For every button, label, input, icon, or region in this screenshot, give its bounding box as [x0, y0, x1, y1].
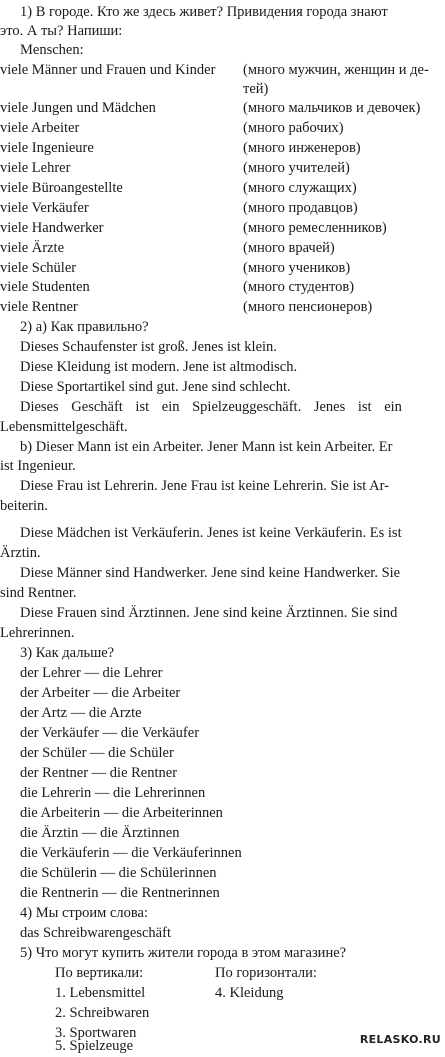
task2-b-sentence: Diese Männer sind Handwerker. Jene sind keine Handwerker. Sie [20, 565, 401, 581]
task1-intro-line2: это. А ты? Напиши: [0, 23, 123, 39]
task2-b-sentence: b) Dieser Mann ist ein Arbeiter. Jener Mann ist kein Arbeiter. Er [20, 439, 393, 455]
plural-pair: der Rentner — die Rentner [20, 765, 178, 781]
vertical-answer: 1. Lebensmittel [55, 985, 146, 1001]
task2-a-sentence: Diese Kleidung ist modern. Jene ist altmodisch. [20, 359, 298, 375]
task2-b-sentence-cont: Ärztin. [0, 545, 41, 561]
de-term: viele Verkäufer [0, 200, 89, 216]
de-term: viele Ärzte [0, 240, 65, 256]
plural-pair: die Ärztin — die Ärztinnen [20, 825, 180, 841]
task4-word: das Schreibwarengeschäft [20, 925, 171, 941]
horizontal-answer: 4. Kleidung [215, 985, 284, 1001]
de-term: viele Studenten [0, 279, 90, 295]
plural-pair: die Lehrerin — die Lehrerinnen [20, 785, 206, 801]
task2-b-sentence: Diese Frauen sind Ärztinnen. Jene sind keine Ärztinnen. Sie sind [20, 605, 398, 621]
ru-translation: (много рабочих) [243, 120, 344, 136]
task3-heading: 3) Как дальше? [20, 645, 115, 661]
task2-b-sentence-cont: Lehrerinnen. [0, 625, 75, 641]
ru-translation: (много пенсионеров) [243, 299, 373, 315]
task2-b-sentence: Diese Frau ist Lehrerin. Jene Frau ist keine Lehrerin. Sie ist Ar- [20, 478, 389, 494]
de-term: viele Handwerker [0, 220, 104, 236]
task2-a-sentence-cont: Lebensmittelgeschäft. [0, 419, 128, 435]
de-term: viele Jungen und Mädchen [0, 100, 156, 116]
ru-translation: (много учеников) [243, 260, 351, 276]
plural-pair: der Schüler — die Schüler [20, 745, 174, 761]
ru-translation: (много учителей) [243, 160, 350, 176]
ru-translation: (много студентов) [243, 279, 355, 295]
task1-header: Menschen: [20, 42, 84, 58]
ru-translation: (много врачей) [243, 240, 335, 256]
plural-pair: der Lehrer — die Lehrer [20, 665, 163, 681]
vertical-answer: 5. Spielzeuge [55, 1038, 134, 1054]
vertical-label: По вертикали: [55, 965, 144, 981]
vertical-answer: 2. Schreibwaren [55, 1005, 150, 1021]
ru-translation: (много ремесленников) [243, 220, 387, 236]
de-term: viele Büroangestellte [0, 180, 123, 196]
task4-heading: 4) Мы строим слова: [20, 905, 149, 921]
ru-translation: (много мальчиков и девочек) [243, 100, 421, 116]
task2-b-sentence-cont: ist Ingenieur. [0, 458, 76, 474]
task5-heading: 5) Что могут купить жители города в этом магазине? [20, 945, 347, 961]
plural-pair: die Schülerin — die Schülerinnen [20, 865, 217, 881]
vertical-answer: 3. Sportwaren [55, 1025, 137, 1041]
de-term: viele Ingenieure [0, 140, 94, 156]
task2-b-sentence: Diese Mädchen ist Verkäuferin. Jenes ist keine Verkäuferin. Es ist [20, 525, 402, 541]
task2-b-sentence-cont: sind Rentner. [0, 585, 77, 601]
plural-pair: der Artz — die Arzte [20, 705, 142, 721]
de-term: viele Arbeiter [0, 120, 80, 136]
task2-heading: 2) а) Как правильно? [20, 319, 149, 335]
plural-pair: die Verkäuferin — die Verkäuferinnen [20, 845, 242, 861]
ru-translation: (много инженеров) [243, 140, 361, 156]
task2-b-sentence-cont: beiterin. [0, 498, 48, 514]
de-term: viele Männer und Frauen und Kinder [0, 62, 216, 78]
plural-pair: die Arbeiterin — die Arbeiterinnen [20, 805, 223, 821]
horizontal-label: По горизонтали: [215, 965, 317, 981]
plural-pair: die Rentnerin — die Rentnerinnen [20, 885, 220, 901]
de-term: viele Rentner [0, 299, 78, 315]
task2-a-sentence: Diese Sportartikel sind gut. Jene sind schlecht. [20, 379, 291, 395]
site-watermark: RELASKO.RU [359, 1033, 441, 1047]
de-term: viele Schüler [0, 260, 77, 276]
task2-a-sentence: Dieses Schaufenster ist groß. Jenes ist klein. [20, 339, 277, 355]
ru-translation: тей) [243, 81, 269, 97]
task1-intro-line1: 1) В городе. Кто же здесь живет? Привидения города знают [20, 4, 388, 20]
ru-translation: (много продавцов) [243, 200, 358, 216]
ru-translation: (много служащих) [243, 180, 357, 196]
task2-a-sentence: Dieses Geschäft ist ein Spielzeuggeschäft. Jenes ist ein [20, 399, 402, 415]
plural-pair: der Arbeiter — die Arbeiter [20, 685, 181, 701]
de-term: viele Lehrer [0, 160, 71, 176]
ru-translation: (много мужчин, женщин и де- [243, 62, 429, 78]
plural-pair: der Verkäufer — die Verkäufer [20, 725, 200, 741]
